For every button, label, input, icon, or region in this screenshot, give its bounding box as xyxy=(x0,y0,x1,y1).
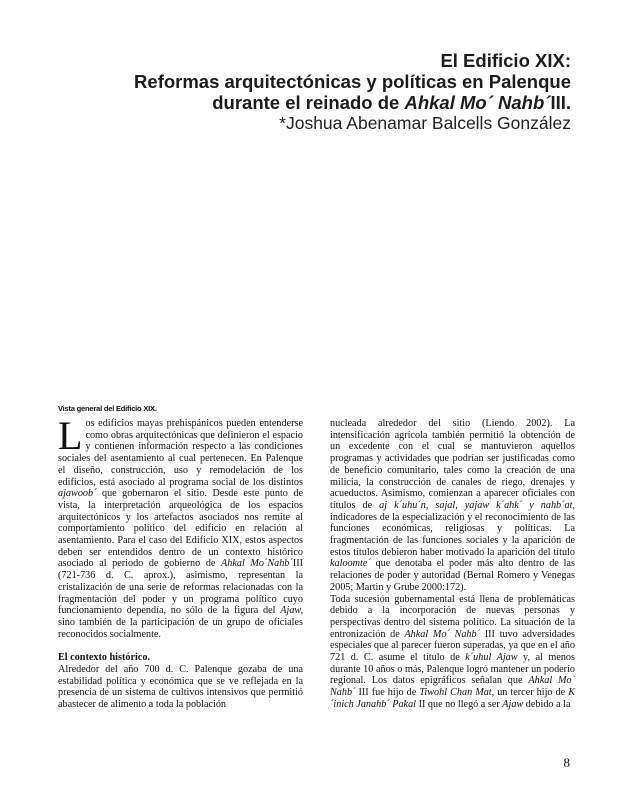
text-run: que gobernaron el sitio. Desde este punto de vista, la interpretación arqueológica de los espacios arquitectónicos y los artefactos asociados nos remite al comportamiento político del edificio en relación al asentamiento. Para el caso del Edificio XIX, estos aspectos deben ser entendidos dentro de un contexto histórico asociado al periodo de gobierno de xyxy=(58,488,303,570)
text-run: , un tercer hijo de xyxy=(491,687,569,699)
text-run: os edificios mayas prehispánicos pueden entenderse como obras arquitectónicas que definieron el espacio y contienen información respecto a las condiciones sociales del asentamiento al cual pertenecen. En Palenque el diseño, construcción, uso y remodelación de los edificios, está asociado al programa social de los distintos xyxy=(58,418,303,488)
title-line-3-end: III. xyxy=(550,92,571,113)
text-run: nucleada alrededor del sitio (Liendo 2002). La intensificación agrícola también permitió la obtención de un excedente con el cual se mantuvieron aquellos programas y actividades que podrían ser justificadas como de beneficio comunitario, tales como la creación de una milicia, la construcción de canales de riego, drenajes y acueductos. Asimismo, comienzan a aparecer oficiales con títulos de xyxy=(330,418,575,511)
text-run: Toda sucesión gubernamental está llena de problemáticas debido a la incorporación de nuevas personas y perspectivas dentro del sistema político. La situación de la entronización de xyxy=(330,593,575,640)
title-line-3 xyxy=(134,92,571,113)
page-number: 8 xyxy=(563,755,570,770)
italic-term: Ajaw, xyxy=(280,605,303,617)
text-run: II que no llegó a ser xyxy=(416,698,503,710)
text-column-right xyxy=(330,418,575,711)
figure-caption: Vista general del Edificio XIX. xyxy=(58,404,157,413)
paragraph: Alrededor del año 700 d. C. Palenque gozaba de una estabilidad política y económica que se ve reflejada en la presencia de un sistema de cultivos intensivos que permitió abastecer de alimento a toda la población xyxy=(58,664,303,711)
author-name: *Joshua Abenamar Balcells González xyxy=(279,113,571,133)
section-heading: El contexto histórico. xyxy=(58,652,150,664)
text-run: indicadores de la especialización y el reconocimiento de las funciones económicas, religiosas y políticas. La fragmentación de las funciones sociales y la aparición de estos títulos debieron haber motivado la aparición del título xyxy=(330,511,575,558)
italic-term: Ahkal Mo´ Nahb´ xyxy=(404,628,481,640)
text-column-left xyxy=(58,413,303,711)
drop-cap: L xyxy=(58,413,83,458)
text-run: debido a la xyxy=(523,698,571,710)
text-run: III fue hijo de xyxy=(355,687,420,699)
italic-term: Tiwohl Chan Mat xyxy=(419,687,492,699)
title-line-2: Reformas arquitectónicas y políticas en Palenque xyxy=(134,71,571,92)
paragraph xyxy=(330,594,575,711)
text-run: III (721-736 d. C. aprox.), asimismo, representan la cristalización de una serie de reformas relacionadas con la fragmentación del poder y un programa político cuyo funcionamiento dependía, no sólo de la figura del xyxy=(58,558,303,617)
italic-term: Ajaw xyxy=(502,698,524,710)
paragraph xyxy=(58,413,303,640)
italic-term: aj k´uhu´n, sajal, yajaw k´ahk´ y nahb´at, xyxy=(379,499,576,511)
text-run: sino también de la participación de un grupo de oficiales reconocidos socialmente. xyxy=(58,616,303,640)
italic-term: k´uhul Ajaw xyxy=(465,652,518,664)
italic-term: Ahkal Mo` Nahb´ xyxy=(330,675,575,699)
text-run: que denotaba el poder más alto dentro de las relaciones de poder y autoridad (Bernal Romero y Venegas 2005; Martin y Grube 2000:172). xyxy=(330,558,575,593)
title-ruler-name: Ahkal Mo´ Nahb´ xyxy=(404,92,551,113)
text-run: y, al menos durante 10 años o más, Palenque logró mantener un poderío regional. Los datos epigráficos señalan que xyxy=(330,652,575,687)
italic-term: Ahkal Mo´Nahb´ xyxy=(221,558,293,570)
italic-term: K´inich Janahb´ Pakal xyxy=(330,687,575,710)
text-run: III tuvo adversidades especiales que al parecer fueron superadas, ya que en el año 721 d. C. asume el título de xyxy=(330,628,575,664)
italic-term: kaloomte´ xyxy=(330,558,371,570)
italic-term: ajawoob´ xyxy=(58,488,97,500)
title-line-1: El Edificio XIX: xyxy=(440,50,571,71)
article-header xyxy=(134,50,571,134)
paragraph xyxy=(330,418,575,594)
title-line-3-text: durante el reinado de xyxy=(212,92,405,113)
